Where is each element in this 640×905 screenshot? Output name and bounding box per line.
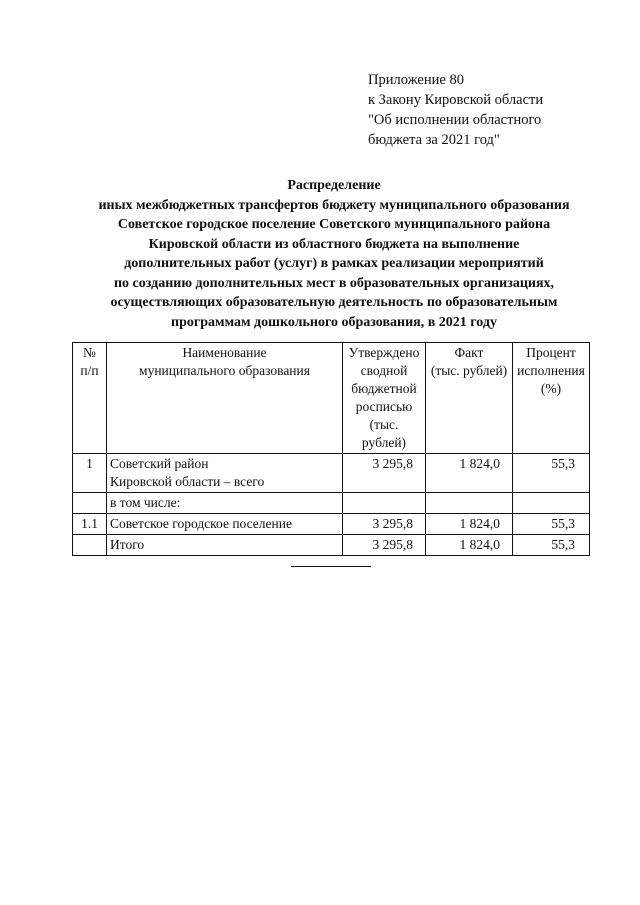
appendix-note [368, 70, 598, 150]
cell-approved: 3 295,8 [343, 454, 426, 493]
cell-num [73, 535, 107, 556]
cell-num [73, 493, 107, 514]
appendix-line: "Об исполнении областного [368, 112, 542, 128]
cell-name: Итого [107, 535, 343, 556]
table-header-row [73, 343, 590, 454]
cell-fact: 1 824,0 [426, 514, 513, 535]
cell-fact: 1 824,0 [426, 454, 513, 493]
header-percent: Процент исполнения (%) [513, 343, 590, 454]
appendix-line: Приложение 80 [368, 72, 464, 88]
title-line: по созданию дополнительных мест в образовательных организациях, [113, 275, 555, 291]
header-fact: Факт (тыс. рублей) [426, 343, 513, 454]
title-line: программам дошкольного образования, в 2021 году [171, 314, 497, 330]
table-row-total [73, 535, 590, 556]
cell-percent: 55,3 [513, 514, 590, 535]
header-name: Наименование муниципального образования [107, 343, 343, 454]
table-row [73, 493, 590, 514]
cell-approved: 3 295,8 [343, 514, 426, 535]
title-line: Кировской области из областного бюджета на выполнение [148, 236, 520, 252]
title-line: дополнительных работ (услуг) в рамках реализации мероприятий [124, 256, 544, 271]
document-title [60, 176, 608, 332]
cell-approved: 3 295,8 [343, 535, 426, 556]
cell-name: Советский район Кировской области – всего [107, 454, 343, 493]
cell-percent: 55,3 [513, 454, 590, 493]
appendix-line: к Закону Кировской области [368, 92, 544, 108]
cell-num: 1 [73, 454, 107, 493]
cell-name: в том числе: [107, 493, 343, 514]
cell-fact [426, 493, 513, 514]
cell-approved [343, 493, 426, 514]
cell-percent [513, 493, 590, 514]
title-line: иных межбюджетных трансфертов бюджету муниципального образования [98, 197, 570, 213]
cell-fact: 1 824,0 [426, 535, 513, 556]
header-approved: Утверждено сводной бюджетной росписью (тыс. рублей) [343, 343, 426, 454]
cell-percent: 55,3 [513, 535, 590, 556]
appendix-line: бюджета за 2021 год" [368, 132, 500, 148]
table-row [73, 514, 590, 535]
end-divider [291, 566, 371, 567]
title-heading: Распределение [287, 178, 381, 193]
title-line: осуществляющих образовательную деятельность по образовательным [110, 295, 558, 310]
header-num: № п/п [73, 343, 107, 454]
cell-name: Советское городское поселение [107, 514, 343, 535]
distribution-table [72, 342, 590, 556]
title-line: Советское городское поселение Советского муниципального района [117, 217, 551, 232]
table-row [73, 454, 590, 493]
cell-num: 1.1 [73, 514, 107, 535]
